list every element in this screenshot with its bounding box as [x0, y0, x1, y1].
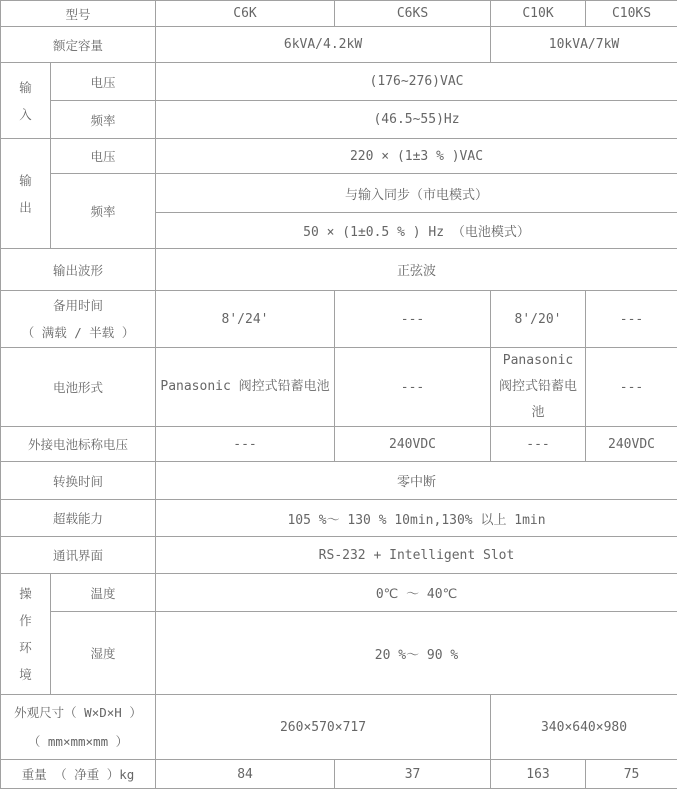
- input-voltage-value: (176~276)VAC: [156, 63, 677, 101]
- row-transfer-time: [1, 462, 677, 500]
- model-value-c6ks: C6KS: [335, 1, 491, 27]
- environment-group-char: 环: [19, 634, 32, 661]
- output-frequency-battery-mode: 50 × (1±0.5 % ) Hz （电池模式）: [156, 213, 677, 249]
- temperature-value: 0℃ ～ 40℃: [156, 574, 677, 612]
- input-frequency-label: 频率: [51, 101, 156, 139]
- dimensions-label: [1, 695, 156, 760]
- input-group-label: [1, 63, 51, 139]
- overload-value: 105 %～ 130 % 10min,130% 以上 1min: [156, 500, 677, 537]
- backup-time-c6k: 8'/24': [156, 291, 335, 348]
- weight-label: 重量 （ 净重 ）kg: [1, 760, 156, 789]
- external-battery-voltage-c6ks: 240VDC: [335, 427, 491, 462]
- backup-time-c10ks: ---: [586, 291, 677, 348]
- battery-type-c10k: Panasonic 阀控式铅蓄电池: [491, 348, 586, 427]
- row-external-battery-voltage: [1, 427, 677, 462]
- weight-c6ks: 37: [335, 760, 491, 789]
- transfer-time-label: 转换时间: [1, 462, 156, 500]
- overload-label: 超载能力: [1, 500, 156, 537]
- temperature-label: 温度: [51, 574, 156, 612]
- dimensions-label-line1: 外观尺寸（ W×D×H ）: [4, 698, 152, 727]
- row-input-frequency: [1, 101, 677, 139]
- external-battery-voltage-c10k: ---: [491, 427, 586, 462]
- waveform-label: 输出波形: [1, 249, 156, 291]
- row-battery-type: [1, 348, 677, 427]
- row-input-voltage: [1, 63, 677, 101]
- input-frequency-value: (46.5~55)Hz: [156, 101, 677, 139]
- output-voltage-label: 电压: [51, 139, 156, 174]
- row-model: [1, 1, 677, 27]
- environment-group-char: 作: [19, 607, 32, 634]
- battery-type-label: 电池形式: [1, 348, 156, 427]
- output-group-char: 出: [19, 194, 32, 221]
- input-group-vertical-text: [4, 74, 47, 128]
- backup-time-label-line1: 备用时间: [4, 292, 152, 319]
- weight-c10k: 163: [491, 760, 586, 789]
- external-battery-voltage-c10ks: 240VDC: [586, 427, 677, 462]
- weight-c6k: 84: [156, 760, 335, 789]
- backup-time-label-line2: （ 满载 / 半载 ）: [4, 319, 152, 346]
- row-humidity: [1, 612, 677, 695]
- humidity-value: 20 %～ 90 %: [156, 612, 677, 695]
- capacity-value-10k: 10kVA/7kW: [491, 27, 677, 63]
- backup-time-label: [1, 291, 156, 348]
- model-value-c10ks: C10KS: [586, 1, 677, 27]
- row-weight: [1, 760, 677, 789]
- weight-c10ks: 75: [586, 760, 677, 789]
- environment-group-vertical-text: [4, 580, 47, 688]
- transfer-time-value: 零中断: [156, 462, 677, 500]
- dimensions-label-lines: [4, 698, 152, 756]
- row-backup-time: [1, 291, 677, 348]
- output-group-char: 输: [19, 167, 32, 194]
- row-dimensions: [1, 695, 677, 760]
- communication-value: RS-232 + Intelligent Slot: [156, 537, 677, 574]
- model-value-c6k: C6K: [156, 1, 335, 27]
- dimensions-label-line2: （ mm×mm×mm ）: [4, 727, 152, 756]
- battery-type-c6k: Panasonic 阀控式铅蓄电池: [156, 348, 335, 427]
- battery-type-c6ks: ---: [335, 348, 491, 427]
- humidity-label: 湿度: [51, 612, 156, 695]
- row-capacity: [1, 27, 677, 63]
- dimensions-value-10k: 340×640×980: [491, 695, 677, 760]
- backup-time-label-lines: [4, 292, 152, 346]
- external-battery-voltage-c6k: ---: [156, 427, 335, 462]
- model-label: 型号: [1, 1, 156, 27]
- backup-time-c6ks: ---: [335, 291, 491, 348]
- environment-group-char: 境: [19, 661, 32, 688]
- row-output-frequency-line: [1, 174, 677, 213]
- output-frequency-line-mode: 与输入同步（市电模式）: [156, 174, 677, 213]
- waveform-value: 正弦波: [156, 249, 677, 291]
- input-group-char: 输: [19, 74, 32, 101]
- backup-time-c10k: 8'/20': [491, 291, 586, 348]
- capacity-label: 额定容量: [1, 27, 156, 63]
- external-battery-voltage-label: 外接电池标称电压: [1, 427, 156, 462]
- model-value-c10k: C10K: [491, 1, 586, 27]
- input-voltage-label: 电压: [51, 63, 156, 101]
- battery-type-c10ks: ---: [586, 348, 677, 427]
- output-group-vertical-text: [4, 167, 47, 221]
- row-temperature: [1, 574, 677, 612]
- capacity-value-6k: 6kVA/4.2kW: [156, 27, 491, 63]
- row-output-voltage: [1, 139, 677, 174]
- environment-group-label: [1, 574, 51, 695]
- environment-group-char: 操: [19, 580, 32, 607]
- row-communication: [1, 537, 677, 574]
- output-frequency-label: 频率: [51, 174, 156, 249]
- output-voltage-value: 220 × (1±3 % )VAC: [156, 139, 677, 174]
- row-waveform: [1, 249, 677, 291]
- dimensions-value-6k: 260×570×717: [156, 695, 491, 760]
- output-group-label: [1, 139, 51, 249]
- input-group-char: 入: [19, 101, 32, 128]
- communication-label: 通讯界面: [1, 537, 156, 574]
- row-overload: [1, 500, 677, 537]
